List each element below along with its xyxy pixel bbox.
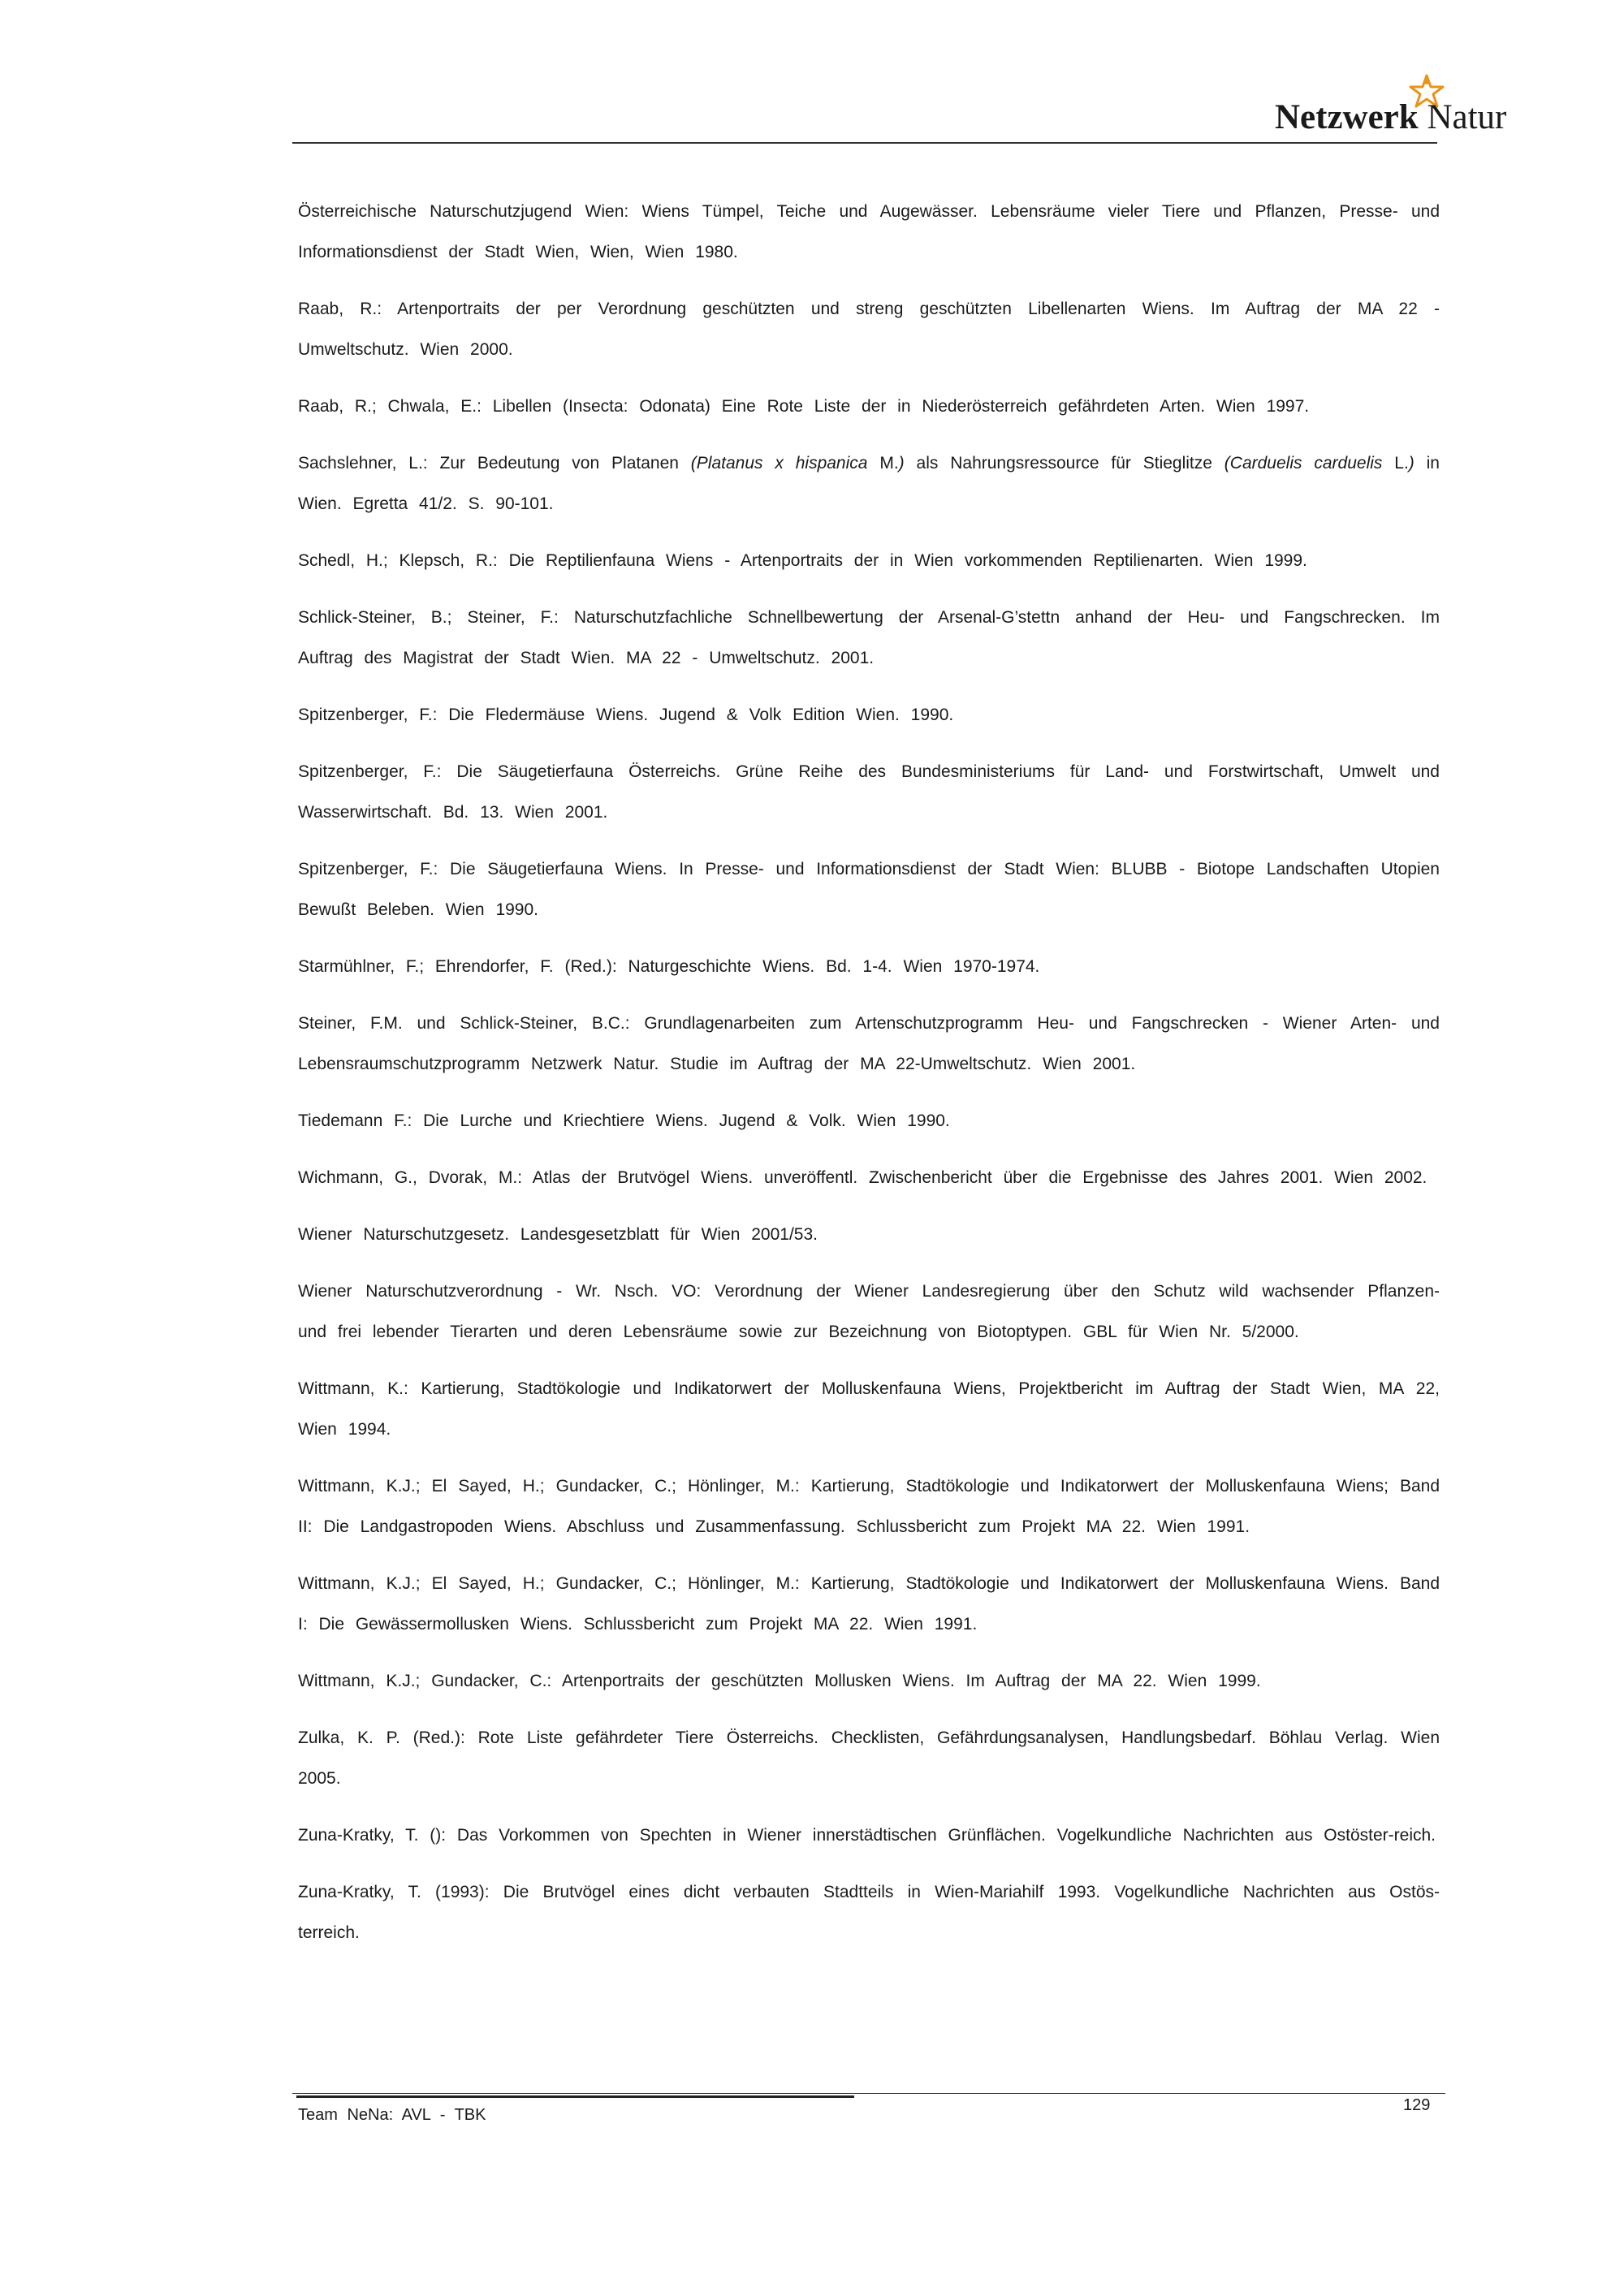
reference-entry <box>298 1718 1440 1799</box>
reference-text: Schedl, H.; Klepsch, R.: Die Reptilienfauna Wiens - Artenportraits der in Wien vorkommenden Reptilienarten. Wien 1999. <box>298 551 1307 570</box>
reference-text: Wittmann, K.J.; El Sayed, H.; Gundacker, C.; Hönlinger, M.: Kartierung, Stadtökologie und Indikatorwert der Molluskenfauna Wiens. Band I: Die Gewässermollusken Wiens. Schlussbericht zum Projekt MA 22. Wien 1991. <box>298 1574 1440 1634</box>
reference-text: Wiener Naturschutzgesetz. Landesgesetzblatt für Wien 2001/53. <box>298 1225 818 1244</box>
reference-entry <box>298 443 1440 524</box>
footer-divider <box>292 2093 1445 2094</box>
reference-entry <box>298 849 1440 930</box>
reference-text: Zulka, K. P. (Red.): Rote Liste gefährdeter Tiere Österreichs. Checklisten, Gefährdungsanalysen, Handlungsbedarf. Böhlau Verlag. Wien 2005. <box>298 1728 1440 1788</box>
reference-entry <box>298 1466 1440 1547</box>
reference-entry <box>298 386 1440 427</box>
reference-text: in Wien. Egretta 41/2. S. 90-101. <box>298 454 1440 513</box>
reference-text: Wittmann, K.: Kartierung, Stadtökologie und Indikatorwert der Molluskenfauna Wiens, Projektbericht im Auftrag der Stadt Wien, MA 22, Wien 1994. <box>298 1379 1440 1439</box>
reference-entry <box>298 1158 1440 1198</box>
reference-entry <box>298 752 1440 833</box>
logo <box>1275 73 1518 146</box>
reference-text: Starmühlner, F.; Ehrendorfer, F. (Red.): Naturgeschichte Wiens. Bd. 1-4. Wien 1970-1974. <box>298 957 1040 976</box>
reference-entry <box>298 1101 1440 1142</box>
reference-entry <box>298 947 1440 987</box>
reference-text: Spitzenberger, F.: Die Fledermäuse Wiens. Jugend & Volk Edition Wien. 1990. <box>298 706 954 724</box>
reference-text: als Nahrungsressource für Stieglitze <box>904 454 1224 473</box>
reference-list <box>298 192 1440 1970</box>
reference-text: Raab, R.; Chwala, E.: Libellen (Insecta: Odonata) Eine Rote Liste der in Niederösterreich gefährdeten Arten. Wien 1997. <box>298 397 1310 416</box>
reference-text: Wichmann, G., Dvorak, M.: Atlas der Brutvögel Wiens. unveröffentl. Zwischenbericht über die Ergebnisse des Jahres 2001. Wien 2002. <box>298 1168 1427 1187</box>
reference-entry <box>298 1564 1440 1645</box>
reference-entry <box>298 1215 1440 1255</box>
reference-entry <box>298 1815 1440 1856</box>
reference-text: Wittmann, K.J.; El Sayed, H.; Gundacker, C.; Hönlinger, M.: Kartierung, Stadtökologie und Indikatorwert der Molluskenfauna Wiens; Band II: Die Landgastropoden Wiens. Abschluss und Zusammenfassung. Schlussbericht zum Projekt MA 22. Wien 1991. <box>298 1477 1440 1536</box>
reference-text: Österreichische Naturschutzjugend Wien: Wiens Tümpel, Teiche und Augewässer. Lebensräume vieler Tiere und Pflanzen, Presse- und Informationsdienst der Stadt Wien, Wien, Wien 1980. <box>298 202 1440 261</box>
reference-text: Schlick-Steiner, B.; Steiner, F.: Naturschutzfachliche Schnellbewertung der Arsenal-G’stettn anhand der Heu- und Fangschrecken. Im Auftrag des Magistrat der Stadt Wien. MA 22 - Umweltschutz. 2001. <box>298 608 1440 667</box>
reference-text: L. <box>1382 454 1409 473</box>
logo-text <box>1275 97 1506 137</box>
reference-text: Sachslehner, L.: Zur Bedeutung von Platanen <box>298 454 691 473</box>
reference-italic-text: (Platanus x hispanica <box>690 454 868 473</box>
header-divider <box>292 142 1437 144</box>
reference-text: Wittmann, K.J.; Gundacker, C.: Artenportraits der geschützten Mollusken Wiens. Im Auftrag der MA 22. Wien 1999. <box>298 1672 1261 1690</box>
reference-entry <box>298 695 1440 736</box>
footer-team-label: Team NeNa: AVL - TBK <box>298 2106 486 2124</box>
reference-text: Tiedemann F.: Die Lurche und Kriechtiere Wiens. Jugend & Volk. Wien 1990. <box>298 1111 950 1130</box>
reference-entry <box>298 598 1440 679</box>
reference-entry <box>298 541 1440 581</box>
reference-entry <box>298 289 1440 370</box>
reference-entry <box>298 1872 1440 1953</box>
reference-text: Wiener Naturschutzverordnung - Wr. Nsch. VO: Verordnung der Wiener Landesregierung über den Schutz wild wachsender Pflanzen- und frei lebender Tierarten und deren Lebensräume sowie zur Bezeichnung von Biotoptypen. GBL für Wien Nr. 5/2000. <box>298 1282 1440 1341</box>
footer-divider-accent <box>296 2095 854 2098</box>
reference-entry <box>298 192 1440 273</box>
reference-entry <box>298 1369 1440 1450</box>
reference-italic-text: (Carduelis carduelis <box>1224 454 1383 473</box>
reference-text: M. <box>867 454 899 473</box>
reference-italic-text: ) <box>1408 454 1415 473</box>
logo-bold-text: Netzwerk <box>1275 98 1419 136</box>
reference-text: Zuna-Kratky, T. (): Das Vorkommen von Spechten in Wiener innerstädtischen Grünflächen. Vogelkundliche Nachrichten aus Ostöster-reich. <box>298 1826 1436 1845</box>
reference-italic-text: ) <box>898 454 905 473</box>
reference-text: Zuna-Kratky, T. (1993): Die Brutvögel eines dicht verbauten Stadtteils in Wien-Mariahilf 1993. Vogelkundliche Nachrichten aus Ostös-terreich. <box>298 1883 1440 1942</box>
reference-entry <box>298 1003 1440 1085</box>
reference-text: Steiner, F.M. und Schlick-Steiner, B.C.: Grundlagenarbeiten zum Artenschutzprogramm Heu- und Fangschrecken - Wiener Arten- und Lebensraumschutzprogramm Netzwerk Natur. Studie im Auftrag der MA 22-Umweltschutz. Wien 2001. <box>298 1014 1440 1073</box>
reference-text: Spitzenberger, F.: Die Säugetierfauna Österreichs. Grüne Reihe des Bundesministeriums für Land- und Forstwirtschaft, Umwelt und Wasserwirtschaft. Bd. 13. Wien 2001. <box>298 762 1440 822</box>
reference-text: Spitzenberger, F.: Die Säugetierfauna Wiens. In Presse- und Informationsdienst der Stadt Wien: BLUBB - Biotope Landschaften Utopien Bewußt Beleben. Wien 1990. <box>298 860 1440 919</box>
reference-entry <box>298 1661 1440 1702</box>
logo-regular-text: Natur <box>1427 98 1507 136</box>
page-number: 129 <box>1403 2096 1431 2114</box>
reference-text: Raab, R.: Artenportraits der per Verordnung geschützten und streng geschützten Libellenarten Wiens. Im Auftrag der MA 22 - Umweltschutz. Wien 2000. <box>298 300 1440 359</box>
reference-entry <box>298 1271 1440 1353</box>
